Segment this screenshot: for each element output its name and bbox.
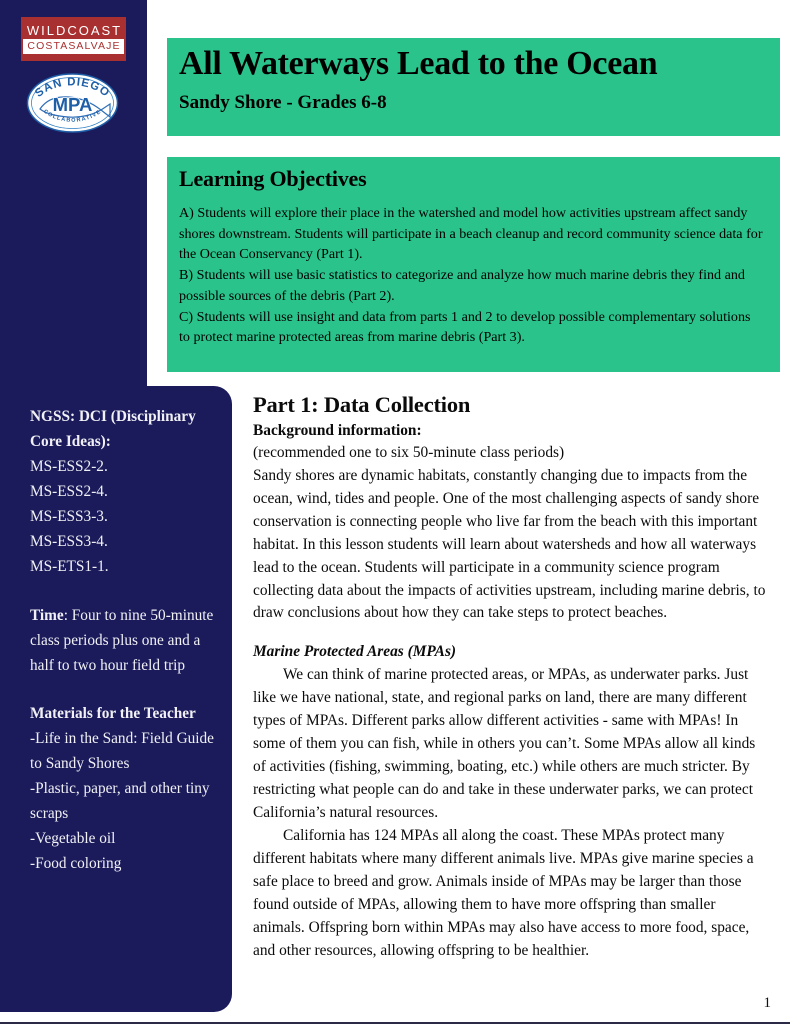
wildcoast-logo-line2: COSTASALVAJE	[23, 39, 123, 54]
main-content	[253, 391, 771, 963]
background-paragraph: Sandy shores are dynamic habitats, constantly changing due to impacts from the ocean, wind, tides and people. One of the most challenging aspects of sandy shore conservation is connecting people who live far from the beach with this important habitat. In this lesson students will learn about watersheds and how all waterways lead to the ocean. Students will participate in a community science program collecting data about the impacts of activities upstream, including marine debris, to draw conclusions about how they can take steps to protect beaches.	[253, 466, 766, 622]
wildcoast-logo	[21, 17, 126, 61]
mpa-section-heading: Marine Protected Areas (MPAs)	[253, 643, 457, 661]
recommended-time-note: (recommended one to six 50-minute class periods)	[253, 443, 565, 461]
page-number: 1	[763, 995, 771, 1011]
svg-text:MPA: MPA	[52, 94, 93, 115]
san-diego-mpa-collaborative-logo	[26, 72, 119, 134]
learning-objectives-banner	[167, 157, 780, 372]
svg-text:COLLABORATIVE: COLLABORATIVE	[42, 108, 103, 124]
sidebar-content	[30, 404, 215, 876]
ngss-standard-3: MS-ESS3-4.	[30, 533, 108, 551]
objective-item-b: B) Students will use basic statistics to categorize and analyze how much marine debris they find and possible sources of the debris (Part 2).	[179, 267, 745, 304]
mpa-paragraph-2: California has 124 MPAs all along the coast. These MPAs protect many different habitats where many different animals live. MPAs give marine species a safe place to breed and grow. Animals inside of MPAs may be larger than those found outside of MPAs, allowing them to have more offspring than smaller animals. Offspring born within MPAs may also have access to more food, space, and other resources, allowing offspring to be healthier.	[253, 827, 754, 959]
ngss-heading-line1: NGSS: DCI (Disciplinary	[30, 408, 196, 425]
time-separator: :	[63, 606, 68, 624]
objective-item-a: A) Students will explore their place in the watershed and model how activities upstream affect sandy shores downstream. Students will participate in a beach cleanup and record community science data for the Ocean Conservancy (Part 1).	[179, 205, 763, 263]
time-label: Time	[30, 606, 64, 624]
background-information-heading: Background information:	[253, 422, 422, 439]
ngss-standard-1: MS-ESS2-4.	[30, 483, 108, 501]
svg-text:SAN DIEGO: SAN DIEGO	[33, 76, 112, 100]
mpa-paragraph-1: We can think of marine protected areas, or MPAs, as underwater parks. Just like we have national, state, and regional parks on land, there are many different types of MPAs. Different parks allow different activities - same with MPAs! In some of them you can fish, while in others you can’t. Some MPAs allow all kinds of activities (fishing, swimming, boating, etc.) while others are much stricter. By restricting what people can do and take in these underwater parks, we can protect California’s natural resources.	[253, 666, 756, 822]
materials-item-0: -Life in the Sand: Field Guide to Sandy Shores	[30, 729, 214, 772]
time-value: Four to nine 50-minute class periods plus one and a half to two hour field trip	[30, 606, 214, 674]
time-section	[30, 603, 215, 678]
page-subtitle: Sandy Shore - Grades 6-8	[179, 92, 387, 114]
content-spacer	[253, 625, 771, 641]
part-1-title: Part 1: Data Collection	[253, 392, 471, 417]
objective-item-c: C) Students will use insight and data from parts 1 and 2 to develop possible complementary solutions to protect marine protected areas from marine debris (Part 3).	[179, 308, 751, 346]
ngss-standard-0: MS-ESS2-2.	[30, 458, 108, 476]
materials-item-2: -Vegetable oil	[30, 830, 116, 848]
materials-item-1: -Plastic, paper, and other tiny scraps	[30, 780, 210, 823]
learning-objectives-list	[179, 203, 764, 348]
materials-item-3: -Food coloring	[30, 855, 122, 873]
title-banner	[167, 38, 780, 136]
materials-heading: Materials for the Teacher	[30, 704, 196, 722]
sidebar-spacer-2	[30, 678, 215, 701]
ngss-standard-4: MS-ETS1-1.	[30, 558, 109, 576]
sidebar-spacer-1	[30, 580, 215, 603]
wildcoast-logo-line1: WILDCOAST	[26, 23, 123, 39]
materials-section	[30, 701, 215, 877]
ngss-standard-2: MS-ESS3-3.	[30, 508, 108, 526]
learning-objectives-heading: Learning Objectives	[179, 166, 367, 191]
ngss-heading-line2: Core Ideas):	[30, 433, 111, 451]
page-title: All Waterways Lead to the Ocean	[179, 45, 658, 82]
ngss-section	[30, 404, 215, 580]
